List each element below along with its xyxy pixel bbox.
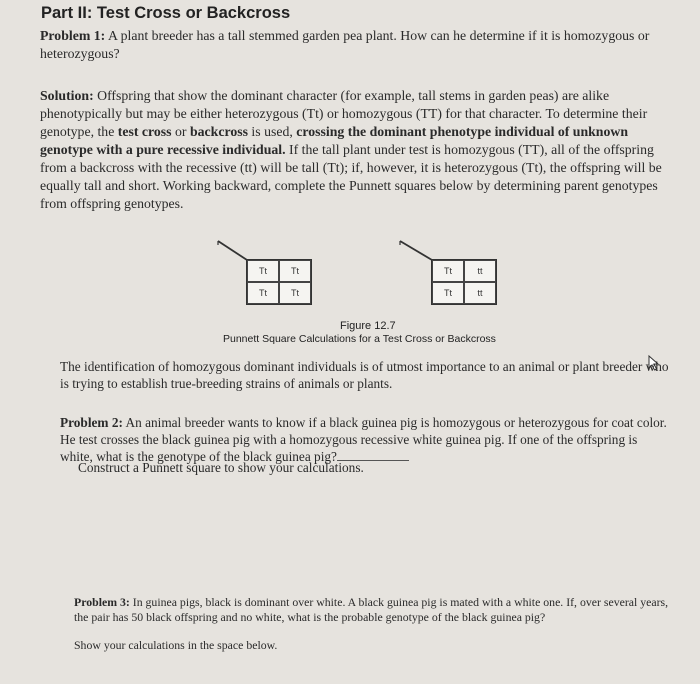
punnett-2-cell: tt bbox=[464, 260, 496, 282]
punnett-2-cell: Tt bbox=[432, 260, 464, 282]
figure-caption: Figure 12.7 bbox=[340, 320, 396, 332]
problem-1 bbox=[40, 27, 680, 63]
punnett-2-diagonal bbox=[400, 241, 432, 260]
problem-1-text: A plant breeder has a tall stemmed garden pea plant. How can he determine if it is homozygous or heterozygous? bbox=[40, 28, 650, 61]
problem-2-text: An animal breeder wants to know if a black guinea pig is homozygous or heterozygous for coat color. He test crosses the black guinea pig with a homozygous recessive white guinea pig. If one of the offspring is white, what is the genotype of the black guinea pig? bbox=[60, 415, 667, 464]
solution-text-1: Offspring that show the dominant character (for example, tall stems in garden peas) are alike phenotypically but may be either heterozygous (Tt) or homozygous (TT) for that character. To determine their genotype, the bbox=[40, 88, 648, 139]
solution-text-2: or bbox=[171, 124, 190, 139]
punnett-1-cell: Tt bbox=[247, 260, 279, 282]
solution-bold-backcross: backcross bbox=[189, 124, 248, 139]
punnett-square-2 bbox=[431, 259, 497, 305]
problem-1-label: Problem 1: bbox=[40, 28, 106, 43]
figure-subtitle: Punnett Square Calculations for a Test Cross or Backcross bbox=[223, 333, 496, 345]
problem-3-text: In guinea pigs, black is dominant over white. A black guinea pig is mated with a white one. If, over several years, the pair has 50 black offspring and no white, what is the probable genotype of the black guinea pig? bbox=[74, 595, 669, 624]
identification-paragraph: The identification of homozygous dominant individuals is of utmost importance to an animal or plant breeder who is trying to establish true-breeding strains of animals or plants. bbox=[60, 359, 669, 391]
punnett-1-cell: Tt bbox=[279, 282, 311, 304]
punnett-square-1 bbox=[246, 259, 312, 305]
solution-label: Solution: bbox=[40, 88, 94, 103]
problem-2-instruction: Construct a Punnett square to show your calculations. bbox=[78, 460, 364, 475]
problem-2-label: Problem 2: bbox=[60, 415, 123, 430]
problem-3-instruction: Show your calculations in the space below. bbox=[74, 638, 278, 652]
solution-text-3: is used, bbox=[247, 124, 297, 139]
solution-bold-crossing: crossing the dominant phenotype individual of unknown genotype with a pure recessive individual. bbox=[40, 124, 629, 157]
problem-2 bbox=[60, 414, 672, 465]
solution-bold-test-cross: test cross bbox=[117, 124, 172, 139]
punnett-2-cell: tt bbox=[464, 282, 496, 304]
problem-3-label: Problem 3: bbox=[74, 595, 130, 609]
page-title: Part II: Test Cross or Backcross bbox=[41, 4, 291, 22]
punnett-2-cell: Tt bbox=[432, 282, 464, 304]
punnett-1-diagonal bbox=[218, 241, 247, 260]
solution-text-4: If the tall plant under test is homozygous (TT), all of the offspring from a backcross with the recessive (tt) will be tall (Tt); if, however, it is heterozygous (Tt), the offspring will be equally tall and short. Working backward, complete the Punnett squares below by determining parent genotypes from offspring genotypes. bbox=[40, 142, 662, 211]
solution bbox=[40, 87, 682, 213]
problem-3 bbox=[74, 595, 674, 624]
punnett-1-cell: Tt bbox=[247, 282, 279, 304]
punnett-1-cell: Tt bbox=[279, 260, 311, 282]
